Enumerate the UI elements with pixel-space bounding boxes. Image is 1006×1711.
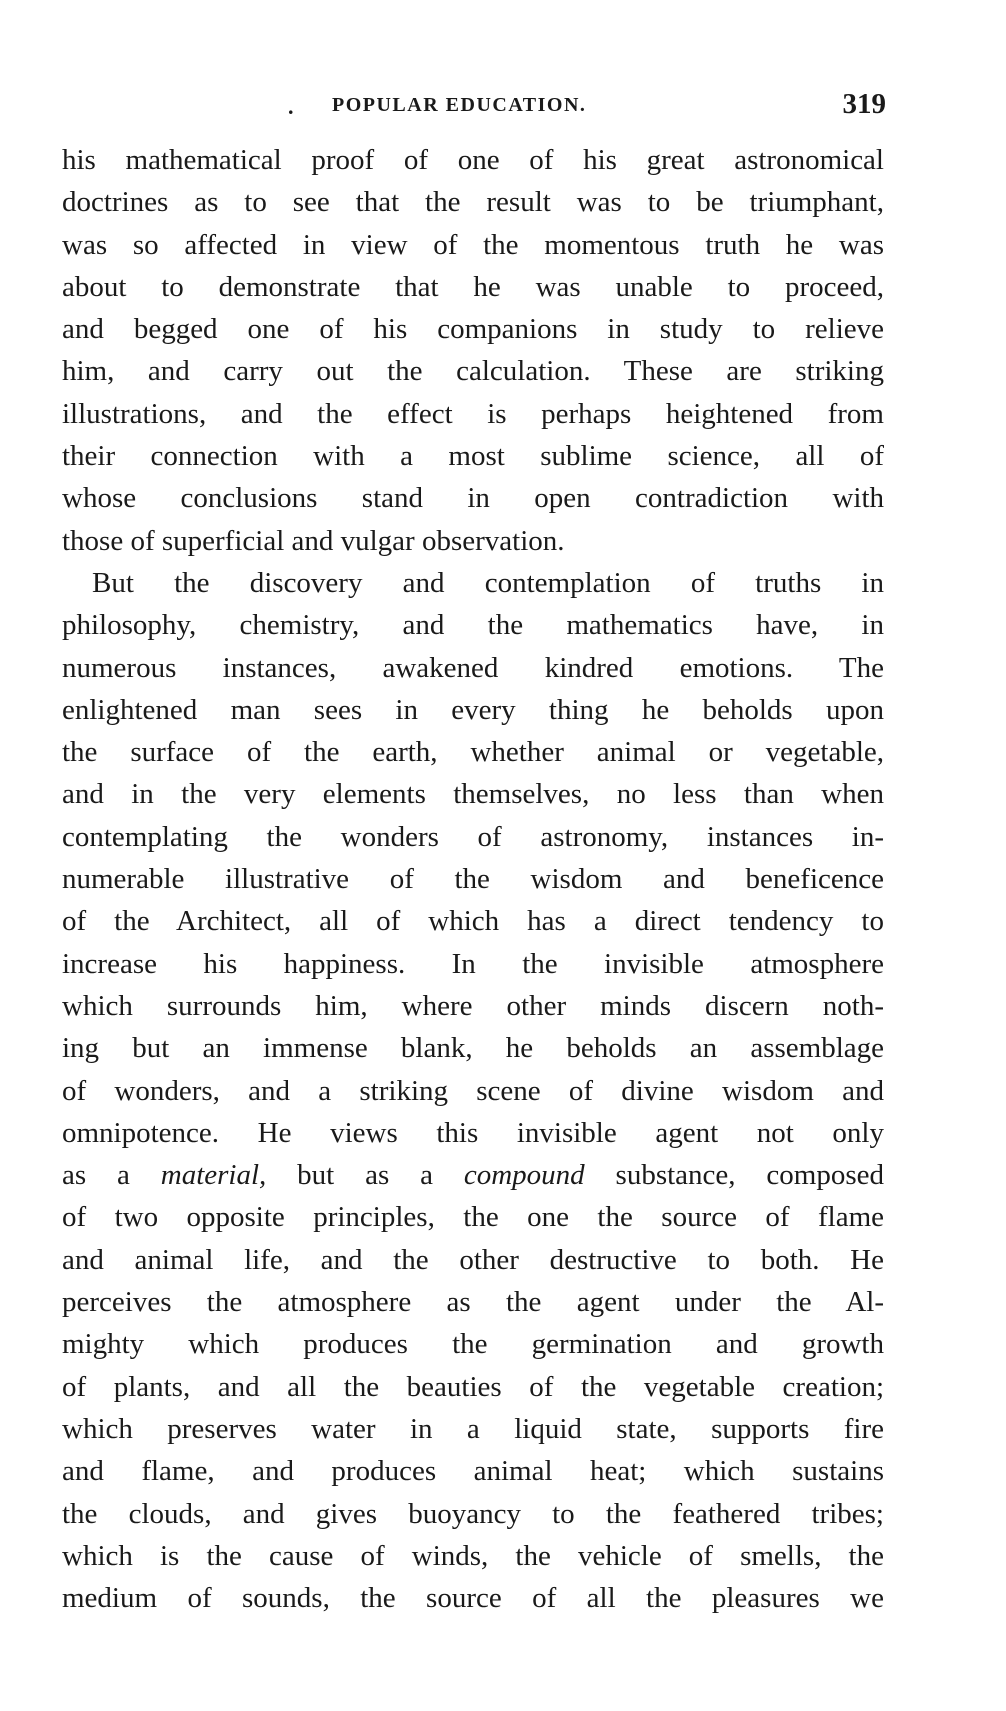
italic-word-compound: compound	[463, 1159, 585, 1192]
text-line: his mathematical proof of one of his great astronomical	[62, 144, 884, 176]
text-line: of two opposite principles, the one the source of flame	[62, 1201, 884, 1234]
italic-word-material: material,	[160, 1159, 267, 1192]
running-head-title: POPULAR EDUCATION.	[332, 94, 587, 116]
text-line: illustrations, and the effect is perhaps heightened from	[62, 397, 884, 430]
text-line: which preserves water in a liquid state, supports fire	[62, 1412, 884, 1445]
text-line: increase his happiness. In the invisible atmosphere	[62, 947, 884, 980]
text-line: and in the very elements themselves, no less than when	[62, 778, 884, 811]
text-line: of plants, and all the beauties of the vegetable creation;	[62, 1370, 884, 1403]
text-line: of wonders, and a striking scene of divine wisdom and	[62, 1074, 884, 1107]
text-line: and animal life, and the other destructive to both. He	[62, 1243, 884, 1276]
text-line: numerable illustrative of the wisdom and beneficence	[62, 863, 884, 896]
text-line: philosophy, chemistry, and the mathematics have, in	[62, 609, 884, 642]
text-line: medium of sounds, the source of all the pleasures we	[62, 1582, 884, 1615]
body-text	[62, 139, 884, 1619]
text-line: of the Architect, all of which has a direct tendency to	[62, 905, 884, 938]
text-segment: substance, composed	[584, 1159, 884, 1192]
text-line: perceives the atmosphere as the agent under the Al-	[62, 1286, 884, 1319]
text-line: was so affected in view of the momentous truth he was	[62, 228, 884, 261]
page-number: 319	[842, 88, 886, 120]
text-line: him, and carry out the calculation. These are striking	[62, 355, 884, 388]
text-segment: as a	[62, 1159, 161, 1192]
text-line: contemplating the wonders of astronomy, instances in-	[62, 820, 884, 853]
text-line: and begged one of his companions in study to relieve	[62, 313, 884, 346]
text-line: about to demonstrate that he was unable to proceed,	[62, 270, 884, 303]
running-head-mark: .	[288, 94, 294, 119]
text-line: which is the cause of winds, the vehicle of smells, the	[62, 1539, 884, 1572]
text-line: enlightened man sees in every thing he beholds upon	[62, 693, 884, 726]
running-head	[62, 88, 890, 126]
text-line: numerous instances, awakened kindred emotions. The	[62, 651, 884, 684]
text-line-with-italics	[62, 1154, 884, 1196]
text-line: the surface of the earth, whether animal or vegetable,	[62, 736, 884, 769]
paragraph-start-line: But the discovery and contemplation of truths in	[92, 566, 884, 599]
text-line: ing but an immense blank, he beholds an assemblage	[62, 1032, 884, 1065]
text-line: whose conclusions stand in open contradiction with	[62, 482, 884, 515]
text-line: omnipotence. He views this invisible agent not only	[62, 1116, 884, 1149]
text-line: doctrines as to see that the result was to be triumphant,	[62, 186, 884, 219]
text-line: the clouds, and gives buoyancy to the feathered tribes;	[62, 1497, 884, 1530]
text-line: which surrounds him, where other minds discern noth-	[62, 989, 884, 1022]
text-segment: but as a	[266, 1159, 464, 1192]
text-line: their connection with a most sublime science, all of	[62, 440, 884, 473]
text-line: and flame, and produces animal heat; which sustains	[62, 1455, 884, 1488]
paragraph-end-line: those of superficial and vulgar observation.	[62, 524, 565, 557]
text-line: mighty which produces the germination and growth	[62, 1328, 884, 1361]
